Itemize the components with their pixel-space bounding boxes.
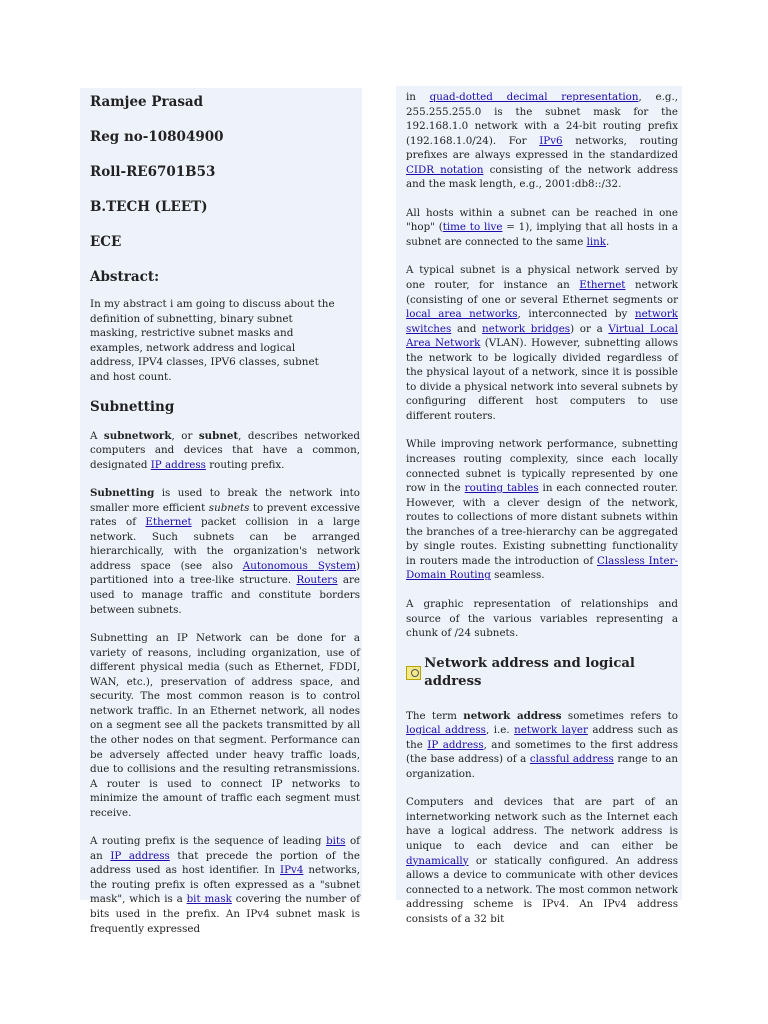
link-link[interactable]: link bbox=[586, 235, 607, 248]
author-name: Ramjee Prasad bbox=[90, 94, 204, 110]
routers-link[interactable]: Routers bbox=[296, 574, 338, 587]
network-address-heading: Network address and logical address bbox=[406, 655, 682, 691]
quad-dotted-link[interactable]: quad-dotted decimal representation bbox=[429, 91, 639, 103]
time-to-live-link[interactable]: time to live bbox=[442, 221, 503, 234]
ip-address-link-2[interactable]: IP address bbox=[110, 849, 170, 862]
subnetting-heading: Subnetting bbox=[90, 398, 175, 415]
bits-link[interactable]: bits bbox=[326, 835, 346, 848]
ipv4-link[interactable]: IPv4 bbox=[280, 864, 304, 877]
right-paragraph-2: All hosts within a subnet can be reached in one "hop" (time to live = 1), implying that all hosts in a subnet are connected to the same link. bbox=[406, 206, 678, 248]
subnetting-paragraph-2: Subnetting is used to break the network into smaller more efficient subnets to prevent excessive rates of Ethernet packet collision in a large network. Such subnets can be arranged hierarchically, with the organization's network address space (see also Autonomous System) partitioned into a tree-like structure. Routers are used to manage traffic and constitute borders between subnets. bbox=[90, 487, 361, 616]
right-column bbox=[396, 86, 682, 925]
branch: ECE bbox=[90, 234, 122, 250]
ethernet-link[interactable]: Ethernet bbox=[145, 516, 192, 529]
classful-address-link[interactable]: classful address bbox=[529, 753, 614, 766]
subnetting-paragraph-3: Subnetting an IP Network can be done for a variety of reasons, including organization, use of different physical media (such as Ethernet, FDDI, WAN, etc.), preservation of address space, and security. The most common reason is to control network traffic. In an Ethernet network, all nodes on a segment see all the packets transmitted by all the other nodes on that segment. Performance can be adversely affected under heavy traffic loads, due to collisions and the resulting retransmissions. A router is used to connect IP networks to minimize the amount of traffic each segment must receive. bbox=[90, 632, 360, 819]
right-paragraph-6: The term network address sometimes refers to logical address, i.e. network layer address such as the IP address, and sometimes to the first address (the base address) of a classful address range to an organization. bbox=[406, 709, 679, 780]
vlan-link[interactable]: Virtual Local Area Network bbox=[406, 322, 678, 350]
ip-address-link[interactable]: IP address bbox=[150, 458, 206, 471]
right-paragraph-5: A graphic representation of relationships and source of the various variables representing a chunk of /24 subnets. bbox=[406, 597, 678, 640]
ipv6-link[interactable]: IPv6 bbox=[539, 134, 563, 147]
ethernet-link-2[interactable]: Ethernet bbox=[579, 279, 626, 292]
dynamically-link[interactable]: dynamically bbox=[406, 854, 469, 867]
roll-number: Roll-RE6701B53 bbox=[90, 164, 216, 180]
right-paragraph-7: Computers and devices that are part of an internetworking network such as the Internet each have a logical address. The network address is unique to each device and can either be dynamically or statically configured. An address allows a device to communicate with other devices connected to a network. The most common network addressing scheme is IPv4. An IPv4 address consists of a 32 bit bbox=[406, 796, 678, 925]
subnetting-paragraph-1: A subnetwork, or subnet, describes networked computers and devices that have a common, designated IP address routing prefix. bbox=[90, 429, 360, 471]
left-column bbox=[80, 88, 362, 935]
bit-mask-link[interactable]: bit mask bbox=[186, 893, 232, 906]
right-paragraph-4: While improving network performance, subnetting increases routing complexity, since each locally connected subnet is typically represented by one row in the routing tables in each connected router. However, with a clever design of the network, routes to collections of more distant subnets within the branches of a tree-hierarchy can be aggregated by single routes. Existing subnetting functionality in routers made the introduction of Classless Inter-Domain Routing seamless. bbox=[406, 438, 678, 582]
network-layer-link[interactable]: network layer bbox=[514, 724, 588, 737]
network-switches-link[interactable]: network switches bbox=[406, 308, 678, 335]
image-placeholder-icon bbox=[406, 666, 421, 680]
ip-address-link-3[interactable]: IP address bbox=[427, 738, 484, 751]
cidr-link[interactable]: Classless Inter-Domain Routing bbox=[406, 554, 678, 582]
routing-tables-link[interactable]: routing tables bbox=[464, 482, 539, 495]
right-paragraph-1: in quad-dotted decimal representation, e.g., 255.255.255.0 is the subnet mask for the 192.168.1.0 network with a 24-bit routing prefix (192.168.1.0/24). For IPv6 networks, routing prefixes are always expressed in the standardized CIDR notation consisting of the network address and the mask length, e.g., 2001:db8::/32. bbox=[406, 91, 678, 191]
abstract-title: Abstract: bbox=[90, 269, 160, 285]
network-bridges-link[interactable]: network bridges bbox=[482, 322, 571, 335]
cidr-notation-link[interactable]: CIDR notation bbox=[406, 163, 484, 176]
abstract-text: In my abstract i am going to discuss about the definition of subnetting, binary subnet masking, restrictive subnet masks and examples, network address and logical address, IPV4 classes, IPV6 classes, subnet and host count. bbox=[90, 298, 335, 383]
right-paragraph-3: A typical subnet is a physical network served by one router, for instance an Ethernet network (consisting of one or several Ethernet segments or local area networks, interconnected by network switches and network bridges) or a Virtual Local Area Network (VLAN). However, subnetting allows the network to be logically divided regardless of the physical layout of a network, since it is possible to divide a physical network into several subnets by configuring different host computers to use different routers. bbox=[406, 264, 679, 422]
subnetting-paragraph-4: A routing prefix is the sequence of leading bits of an IP address that precede the portion of the address used as host identifier. In IPv4 networks, the routing prefix is often expressed as a "subnet mask", which is a bit mask covering the number of bits used in the prefix. An IPv4 subnet mask is frequently expressed bbox=[90, 835, 360, 935]
autonomous-system-link[interactable]: Autonomous System bbox=[242, 559, 356, 572]
program: B.TECH (LEET) bbox=[90, 199, 208, 215]
logical-address-link[interactable]: logical address bbox=[406, 724, 486, 737]
reg-number: Reg no-10804900 bbox=[90, 129, 224, 145]
lan-link[interactable]: local area networks bbox=[406, 308, 518, 321]
